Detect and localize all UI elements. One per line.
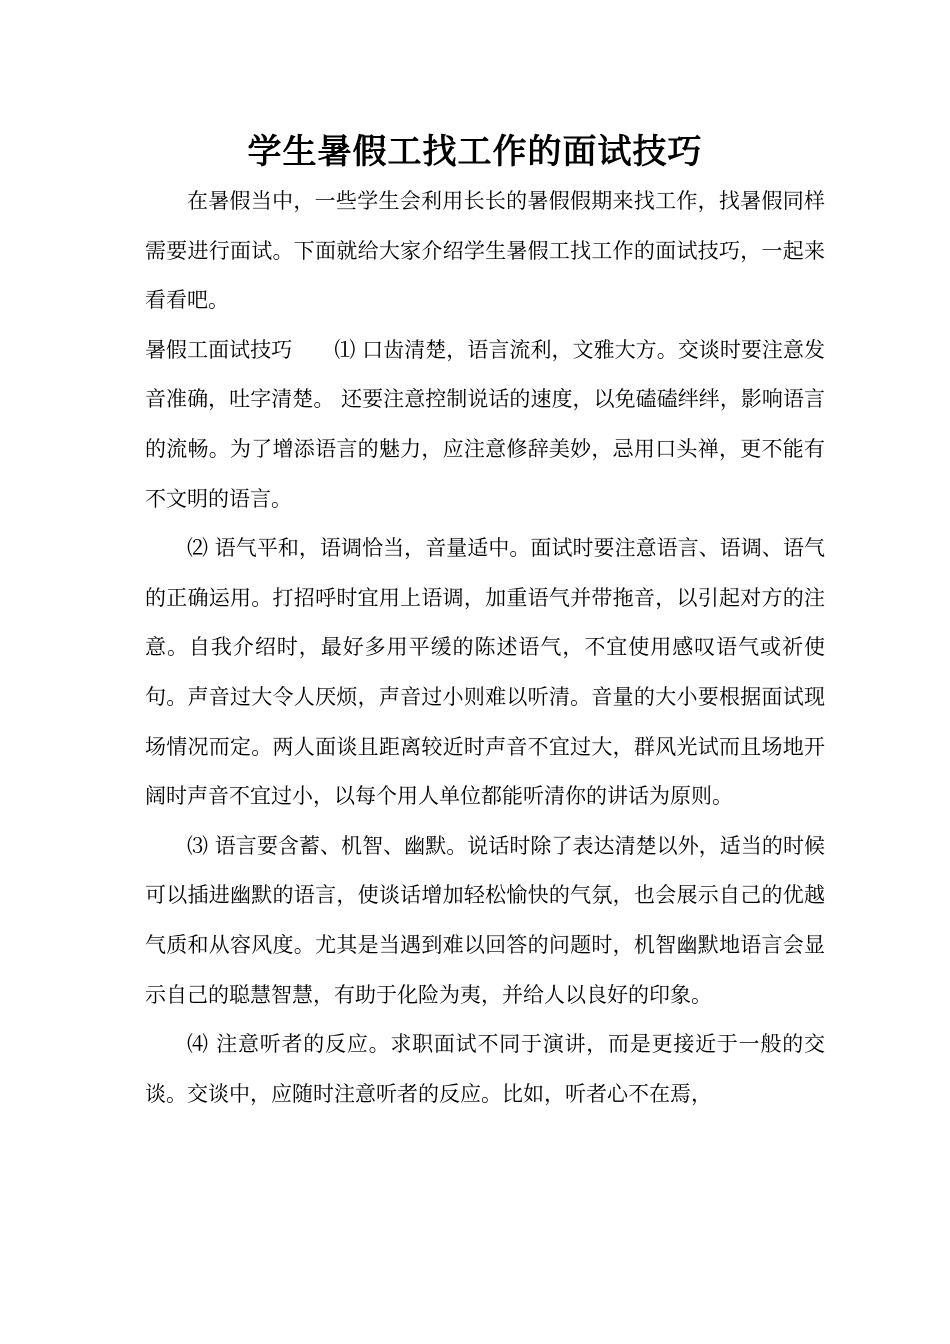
paragraph-tip-3: ⑶ 语言要含蓄、机智、幽默。说话时除了表达清楚以外，适当的时候可以插进幽默的语言，使谈话增加轻松愉快的气氛，也会展示自己的优越气质和从容风度。尤其是当遇到难以回答的问题时，机智幽默地语言会显示自己的聪慧智慧，有助于化险为夷，并给人以良好的印象。 xyxy=(145,833,825,1007)
document-title: 学生暑假工找工作的面试技巧 xyxy=(247,132,703,172)
paragraph-tip-2: ⑵ 语气平和，语调恰当，音量适中。面试时要注意语言、语调、语气的正确运用。打招呼时宜用上语调，加重语气并带拖音，以引起对方的注意。自我介绍时，最好多用平缓的陈述语气，不宜使用感叹语气或祈使句。声音过大令人厌烦，声音过小则难以听清。音量的大小要根据面试现场情况而定。两人面谈且距离较近时声音不宜过大，群风光试而且场地开阔时声音不宜过小，以每个用人单位都能听清你的讲话为原则。 xyxy=(145,536,825,809)
paragraph-intro: 在暑假当中，一些学生会利用长长的暑假假期来找工作，找暑假同样需要进行面试。下面就给大家介绍学生暑假工找工作的面试技巧，一起来看看吧。 xyxy=(145,189,825,313)
document-body xyxy=(145,177,825,1119)
paragraph-tip-4: ⑷ 注意听者的反应。求职面试不同于演讲，而是更接近于一般的交谈。交谈中，应随时注意听者的反应。比如，听者心不在焉， xyxy=(145,1032,825,1106)
paragraph-tip-1: 暑假工面试技巧 ⑴ 口齿清楚，语言流利，文雅大方。交谈时要注意发音准确，吐字清楚。 还要注意控制说话的速度，以免磕磕绊绊，影响语言的流畅。为了增添语言的魅力，应注意修辞美妙，忌用口头禅，更不能有不文明的语言。 xyxy=(145,337,825,511)
